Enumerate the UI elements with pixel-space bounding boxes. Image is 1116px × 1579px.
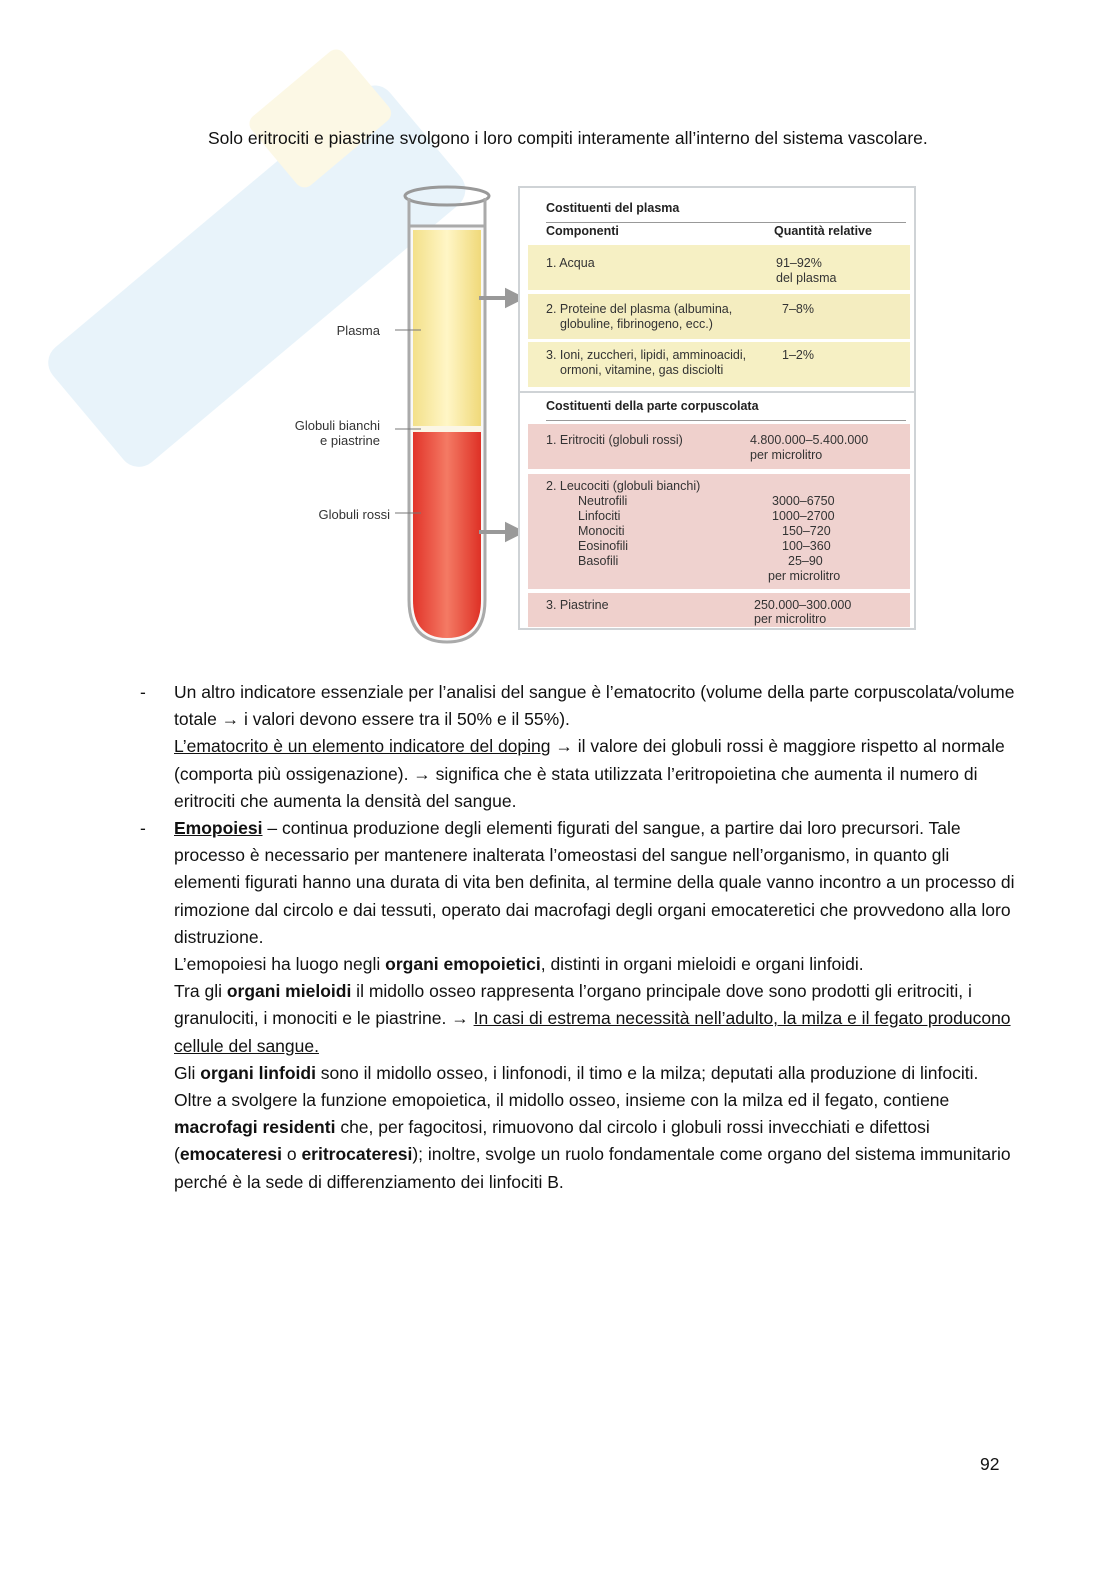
- buffy-coat-layer: [413, 426, 481, 432]
- blood-composition-table: Costituenti del plasma Componenti Quantità relative 1. Acqua 91–92% del plasma 2. Proteine del plasma (albumina, globuline, fibrinogeno, ecc.) 7–8% 3. Ioni, zuccheri, lipidi, amminoacidi, ormoni, vitamine, gas disciolti 1–2% Costituenti della parte corpuscolata 1. Eritrociti (globuli rossi) 4.800.000–5.400.000 per microlitro 2. Leucociti (globuli bianchi) Neutrofili 3000–6750 Linfociti 1000–2700 Monociti 150–720 Eosinofili 100–360 Basofili 25–90 per microlitro 3. Piastrine 250.000–300.000 per microlitro: [518, 186, 916, 630]
- bullet-list: [140, 679, 1020, 1196]
- label-plasma: Plasma: [336, 323, 380, 338]
- page-number: 92: [980, 1454, 1000, 1474]
- plasma-row-proteins: 2. Proteine del plasma (albumina,: [546, 302, 733, 316]
- plasma-row-water: 1. Acqua: [546, 256, 595, 270]
- plasma-section-title: Costituenti del plasma: [546, 201, 680, 215]
- red-cell-layer: [413, 432, 481, 638]
- label-red-cells: Globuli rossi: [318, 507, 390, 522]
- erythrocytes-row: 1. Eritrociti (globuli rossi): [546, 433, 683, 447]
- intro-sentence: Solo eritrociti e piastrine svolgono i loro compiti interamente all’interno del sistema vascolare.: [208, 128, 928, 148]
- col-components: Componenti: [546, 224, 619, 238]
- platelets-row: 3. Piastrine: [546, 598, 609, 612]
- plasma-layer: [413, 230, 481, 428]
- test-tube-illustration: [395, 180, 525, 650]
- label-white-cells: Globuli bianchi e piastrine: [294, 418, 380, 448]
- corpuscular-section-title: Costituenti della parte corpuscolata: [546, 399, 759, 413]
- bullet-hematocrit: - Un altro indicatore essenziale per l’analisi del sangue è l’ematocrito (volume della parte corpuscolata/volume totale → i valori devono essere tra il 50% e il 55%). L’ematocrito è un elemento indicatore del doping → il valore dei globuli rossi è maggiore rispetto al normale (comporta più ossigenazione). → significa che è stata utilizzata l’eritropoietina che aumenta il numero di eritrociti che aumenta la densità del sangue.: [140, 682, 1015, 811]
- col-quantity: Quantità relative: [774, 224, 872, 238]
- leukocytes-row: 2. Leucociti (globuli bianchi): [546, 479, 701, 493]
- plasma-row-ions: 3. Ioni, zuccheri, lipidi, amminoacidi,: [546, 348, 747, 362]
- bullet-hematopoiesis: - Emopoiesi – continua produzione degli elementi figurati del sangue, a partire dai loro precursori. Tale processo è necessario per mantenere inalterata l’omeostasi del sangue nell’organismo, in quanto gli elementi figurati hanno una durata di vita ben definita, al termine della quale vanno incontro a un processo di rimozione dal circolo e dai tessuti, operato dai macrofagi degli organi emocateretici che provvedono alla loro distruzione. L’emopoiesi ha luogo negli organi emopoietici, distinti in organi mieloidi e organi linfoidi. Tra gli organi mieloidi il midollo osseo rappresenta l’organo principale dove sono prodotti gli eritrociti, i granulociti, i monociti e le piastrine. → In casi di estrema necessità nell’adulto, la milza e il fegato producono cellule del sangue. Gli organi linfoidi sono il midollo osseo, i linfonodi, il timo e la milza; deputati alla produzione di linfociti. Oltre a svolgere la funzione emopoietica, il midollo osseo, insieme con la milza ed il fegato, contiene macrofagi residenti che, per fagocitosi, rimuovono dal circolo i globuli rossi invecchiati e difettosi (emocateresi o eritrocateresi); inoltre, svolge un ruolo fondamentale come organo del sistema immunitario perché è la sede di differenziamento dei linfociti B.: [140, 818, 1015, 1192]
- term-emopoiesi: Emopoiesi: [174, 818, 263, 839]
